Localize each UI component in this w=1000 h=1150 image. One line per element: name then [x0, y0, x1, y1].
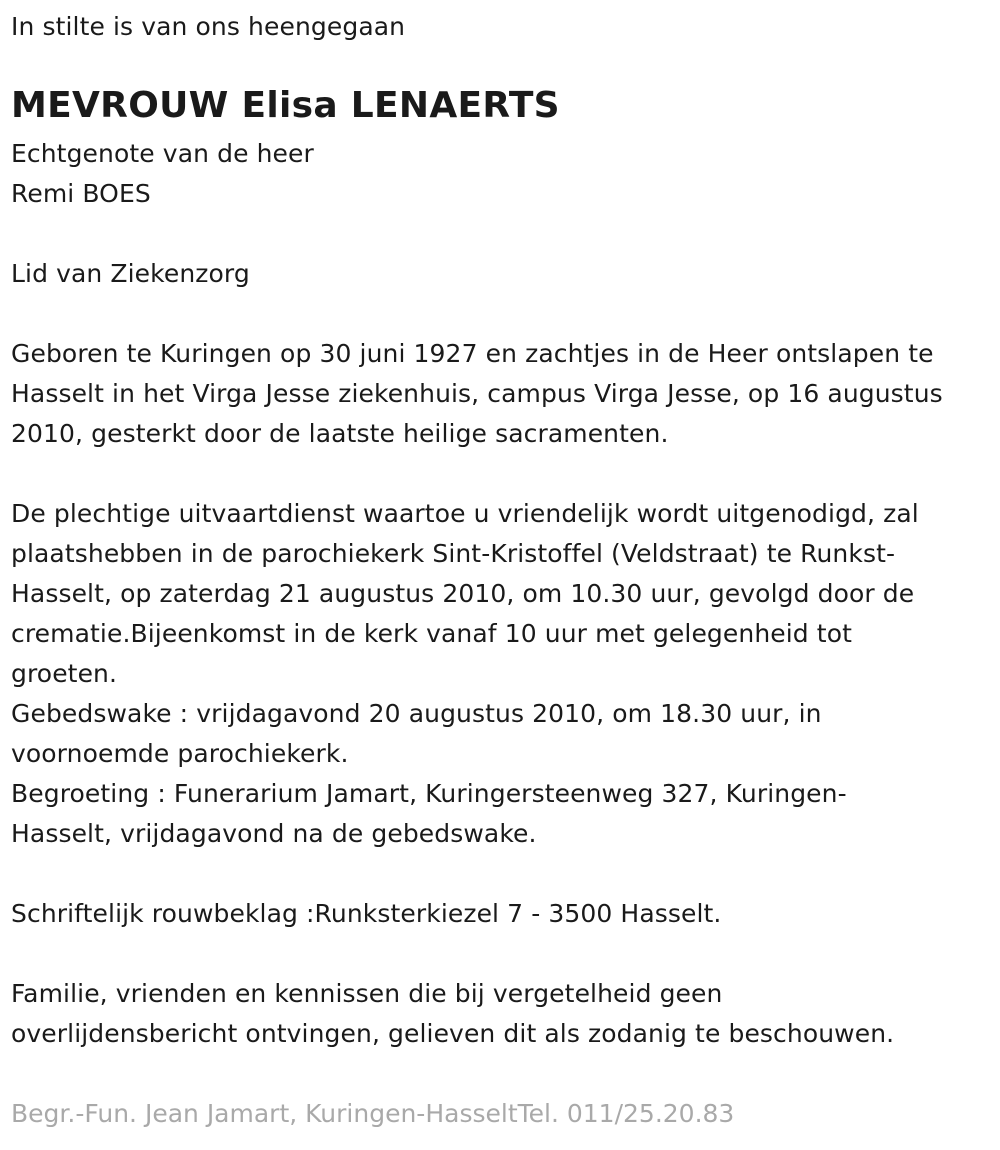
membership-block	[11, 254, 986, 294]
birth-death-line: 2010, gesterkt door de laatste heilige sacramenten.	[11, 419, 669, 448]
service-block	[11, 494, 986, 854]
family-line: overlijdensbericht ontvingen, gelieven dit als zodanig te beschouwen.	[11, 1019, 895, 1048]
spouse-line: Echtgenote van de heer	[11, 139, 314, 168]
membership-line: Lid van Ziekenzorg	[11, 259, 250, 288]
service-line: Hasselt, vrijdagavond na de gebedswake.	[11, 819, 537, 848]
service-line: De plechtige uitvaartdienst waartoe u vriendelijk wordt uitgenodigd, zal	[11, 499, 919, 528]
service-line: Begroeting : Funerarium Jamart, Kuringersteenweg 327, Kuringen-	[11, 779, 847, 808]
service-line: Hasselt, op zaterdag 21 augustus 2010, om 10.30 uur, gevolgd door de	[11, 579, 915, 608]
birth-death-line: Hasselt in het Virga Jesse ziekenhuis, campus Virga Jesse, op 16 augustus	[11, 379, 943, 408]
condolence-block	[11, 894, 986, 934]
intro-text: In stilte is van ons heengegaan	[11, 12, 406, 41]
condolence-line: Schriftelijk rouwbeklag :Runksterkiezel 7 - 3500 Hasselt.	[11, 899, 722, 928]
funeral-home-footer: Begr.-Fun. Jean Jamart, Kuringen-HasseltTel. 011/25.20.83	[11, 1099, 735, 1128]
service-line: plaatshebben in de parochiekerk Sint-Kristoffel (Veldstraat) te Runkst-	[11, 539, 896, 568]
family-line: Familie, vrienden en kennissen die bij vergetelheid geen	[11, 979, 723, 1008]
service-line: groeten.	[11, 659, 118, 688]
spouse-line: Remi BOES	[11, 179, 151, 208]
family-block	[11, 974, 986, 1054]
service-line: voornoemde parochiekerk.	[11, 739, 349, 768]
deceased-name: MEVROUW Elisa LENAERTS	[11, 85, 560, 126]
birth-death-line: Geboren te Kuringen op 30 juni 1927 en zachtjes in de Heer ontslapen te	[11, 339, 934, 368]
service-line: Gebedswake : vrijdagavond 20 augustus 2010, om 18.30 uur, in	[11, 699, 822, 728]
service-line: crematie.Bijeenkomst in de kerk vanaf 10 uur met gelegenheid tot	[11, 619, 853, 648]
spouse-block	[11, 134, 986, 214]
birth-death-block	[11, 334, 986, 454]
